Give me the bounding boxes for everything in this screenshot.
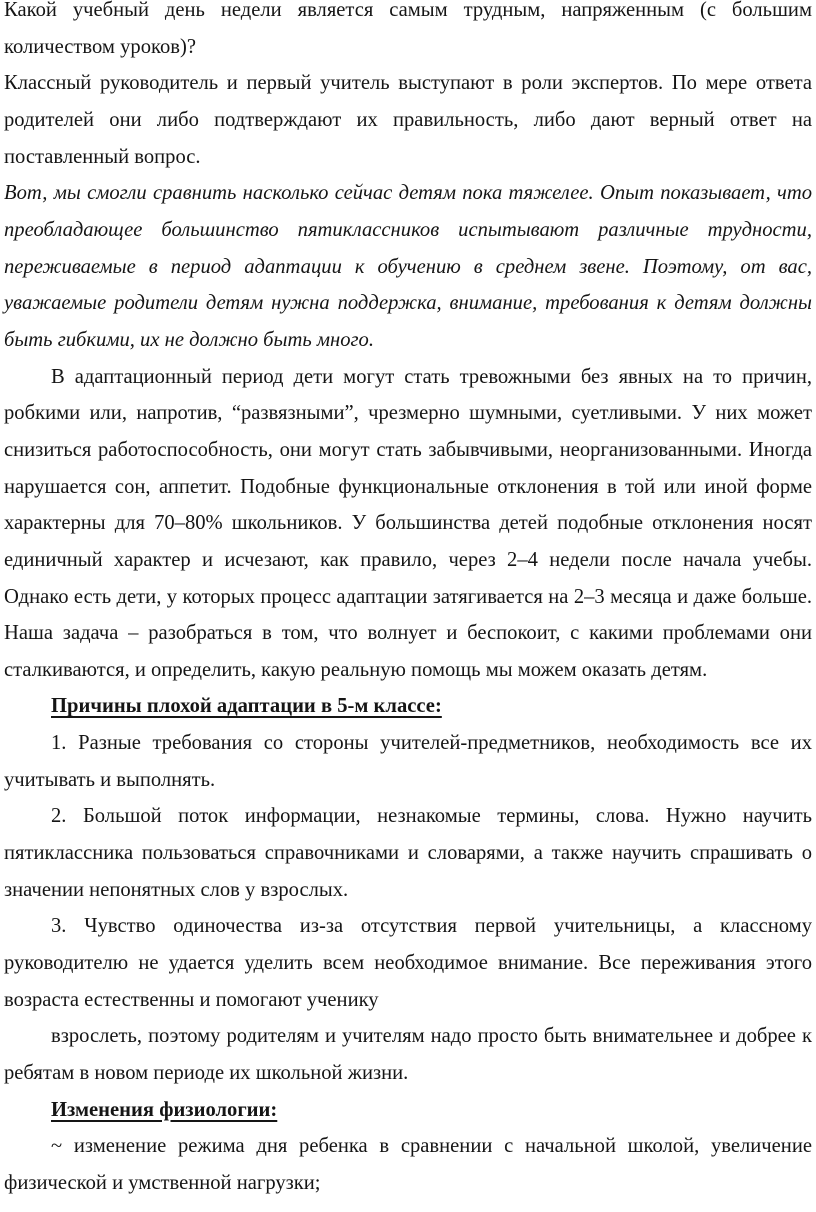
heading-physiology-changes: Изменения физиологии: bbox=[51, 1098, 278, 1121]
paragraph-adaptation-period: В адаптационный период дети могут стать тревожными без явных на то причин, робкими или, напротив, “развязными”, чрезмерно шумными, суетливыми. У них может снизиться работоспособность, они могут стать забывчивыми, неорганизованными. Иногда нарушается сон, аппетит. Подобные функциональные отклонения в той или иной форме характерны для 70–80% школьников. У большинства детей подобные отклонения носят единичный характер и исчезают, как правило, через 2–4 недели после начала учебы. Однако есть дети, у которых процесс адаптации затягивается на 2–3 месяца и даже больше. Наша задача – разобраться в том, что волнует и беспокоит, с какими проблемами они сталкиваются, и определить, какую реальную помощь мы можем оказать детям. bbox=[4, 365, 812, 681]
paragraph-italic-commentary: Вот, мы смогли сравнить насколько сейчас детям пока тяжелее. Опыт показывает, что преобладающее большинство пятиклассников испытывают различные трудности, переживаемые в период адаптации к обучению в среднем звене. Поэтому, от вас, уважаемые родители детям нужна поддержка, внимание, требования к детям должны быть гибкими, их не должно быть много. bbox=[4, 182, 812, 351]
paragraph-experts-role: Классный руководитель и первый учитель выступают в роли экспертов. По мере ответа родителей они либо подтверждают их правильность, либо дают верный ответ на поставленный вопрос. bbox=[4, 72, 812, 168]
list-item-1-different-requirements: 1. Разные требования со стороны учителей-предметников, необходимость все их учитывать и выполнять. bbox=[4, 732, 812, 791]
paragraph-question-weekday: Какой учебный день недели является самым трудным, напряженным (с большим количеством уроков)? bbox=[4, 0, 812, 58]
paragraph-daily-regime-change: ~ изменение режима дня ребенка в сравнении с начальной школой, увеличение физической и умственной нагрузки; bbox=[4, 1135, 812, 1194]
list-item-2-information-flow: 2. Большой поток информации, незнакомые термины, слова. Нужно научить пятиклассника пользоваться справочниками и словарями, а также научить спрашивать о значении непонятных слов у взрослых. bbox=[4, 805, 812, 901]
list-item-3-loneliness: 3. Чувство одиночества из-за отсутствия первой учительницы, а классному руководителю не удается уделить всем необходимое внимание. Все переживания этого возраста естественны и помогают ученику bbox=[4, 915, 812, 1011]
paragraph-grow-up: взрослеть, поэтому родителям и учителям надо просто быть внимательнее и добрее к ребятам в новом периоде их школьной жизни. bbox=[4, 1025, 812, 1085]
heading-bad-adaptation-causes: Причины плохой адаптации в 5-м классе: bbox=[51, 695, 442, 718]
